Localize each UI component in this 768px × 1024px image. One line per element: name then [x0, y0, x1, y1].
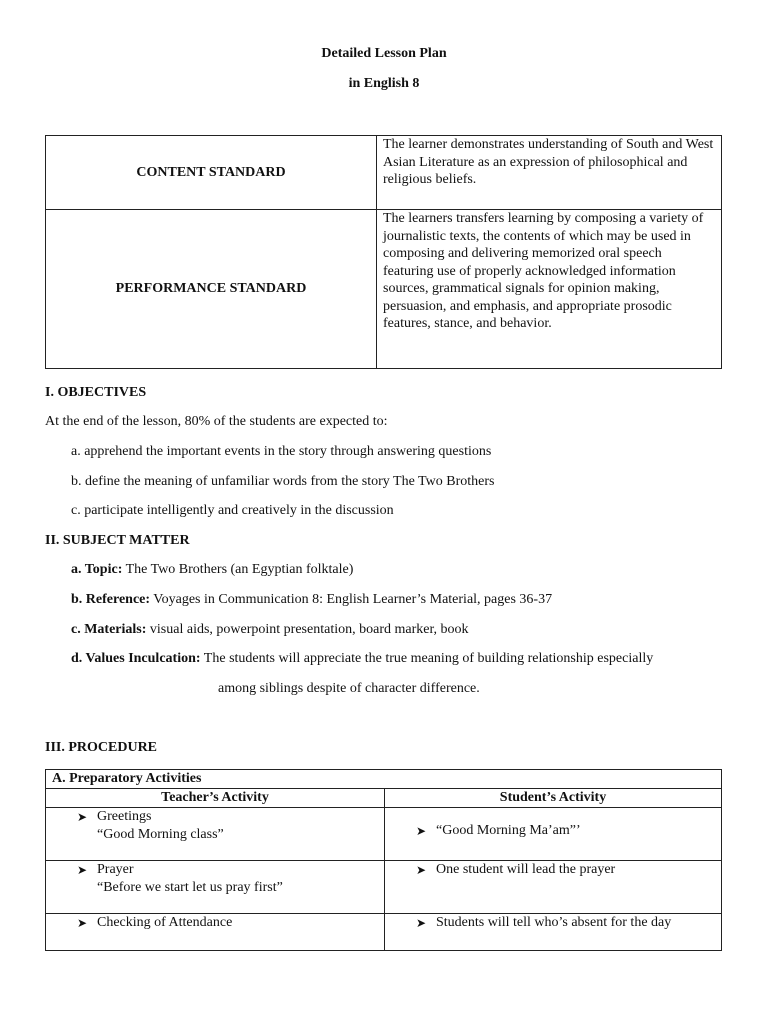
- section-title: A. Preparatory Activities: [46, 770, 722, 789]
- arrow-bullet-icon: ➤: [416, 863, 427, 877]
- student-item: [391, 861, 715, 879]
- reference-line: [71, 592, 552, 608]
- teacher-item-title: Prayer: [97, 862, 134, 877]
- arrow-bullet-icon: ➤: [416, 916, 427, 930]
- objective-item: b. define the meaning of unfamiliar words from the story The Two Brothers: [71, 474, 495, 489]
- standards-row: [46, 136, 722, 210]
- objective-item: a. apprehend the important events in the story through answering questions: [71, 444, 492, 459]
- objectives-intro: At the end of the lesson, 80% of the students are expected to:: [45, 414, 388, 429]
- standard-text: The learner demonstrates understanding of South and West Asian Literature as an expression of philosophical and religious beliefs.: [377, 136, 722, 210]
- student-item-text: “Good Morning Ma’am”’: [436, 823, 581, 838]
- teacher-item: [52, 914, 378, 932]
- student-cell: [385, 861, 722, 914]
- values-line: [71, 651, 653, 667]
- materials-label: c. Materials:: [71, 622, 147, 637]
- standard-label: CONTENT STANDARD: [46, 136, 377, 210]
- objectives-heading: I. OBJECTIVES: [45, 385, 147, 400]
- arrow-bullet-icon: ➤: [416, 824, 427, 838]
- subject-matter-heading: II. SUBJECT MATTER: [45, 533, 190, 548]
- document-subtitle: in English 8: [348, 76, 420, 91]
- teacher-cell: [46, 914, 385, 951]
- student-cell: [385, 808, 722, 861]
- teacher-item-title: Checking of Attendance: [97, 915, 233, 930]
- procedure-section-row: [46, 770, 722, 789]
- procedure-table: [45, 769, 722, 951]
- student-cell: [385, 914, 722, 951]
- student-column-header: Student’s Activity: [385, 789, 722, 808]
- teacher-cell: [46, 861, 385, 914]
- column-header-row: [46, 789, 722, 808]
- standard-text: The learners transfers learning by composing a variety of journalistic texts, the contents of which may be used in composing and delivering memorized oral speech featuring use of properly acknowledged information sources, grammatical signals for opinion making, persuasion, and emphasis, and appropriate prosodic features, stance, and behavior.: [377, 210, 722, 369]
- standards-row: [46, 210, 722, 369]
- materials-line: [71, 622, 469, 638]
- arrow-bullet-icon: ➤: [77, 916, 88, 930]
- topic-value: The Two Brothers (an Egyptian folktale): [125, 562, 354, 577]
- student-item-text: One student will lead the prayer: [436, 862, 616, 877]
- values-continuation: among siblings despite of character difference.: [218, 681, 480, 696]
- arrow-bullet-icon: ➤: [77, 863, 88, 877]
- standards-table: [45, 135, 722, 369]
- student-item: [391, 914, 715, 932]
- teacher-item: [52, 861, 378, 897]
- teacher-cell: [46, 808, 385, 861]
- topic-line: [71, 562, 353, 578]
- standard-label: PERFORMANCE STANDARD: [46, 210, 377, 369]
- student-item: [391, 808, 715, 840]
- document-title: Detailed Lesson Plan: [321, 46, 447, 61]
- values-value: The students will appreciate the true meaning of building relationship especially: [203, 651, 654, 666]
- materials-value: visual aids, powerpoint presentation, board marker, book: [149, 622, 469, 637]
- procedure-heading: III. PROCEDURE: [45, 740, 158, 755]
- teacher-item-quote: “Good Morning class”: [97, 827, 224, 842]
- teacher-item-quote: “Before we start let us pray first”: [97, 880, 283, 895]
- student-item-text: Students will tell who’s absent for the day: [436, 915, 672, 930]
- teacher-item-title: Greetings: [97, 809, 152, 824]
- teacher-column-header: Teacher’s Activity: [46, 789, 385, 808]
- objective-item: c. participate intelligently and creatively in the discussion: [71, 503, 394, 518]
- table-row: [46, 861, 722, 914]
- reference-label: b. Reference:: [71, 592, 151, 607]
- topic-label: a. Topic:: [71, 562, 123, 577]
- values-label: d. Values Inculcation:: [71, 651, 201, 666]
- arrow-bullet-icon: ➤: [77, 810, 88, 824]
- table-row: [46, 808, 722, 861]
- reference-value: Voyages in Communication 8: English Learner’s Material, pages 36-37: [153, 592, 553, 607]
- teacher-item: [52, 808, 378, 844]
- table-row: [46, 914, 722, 951]
